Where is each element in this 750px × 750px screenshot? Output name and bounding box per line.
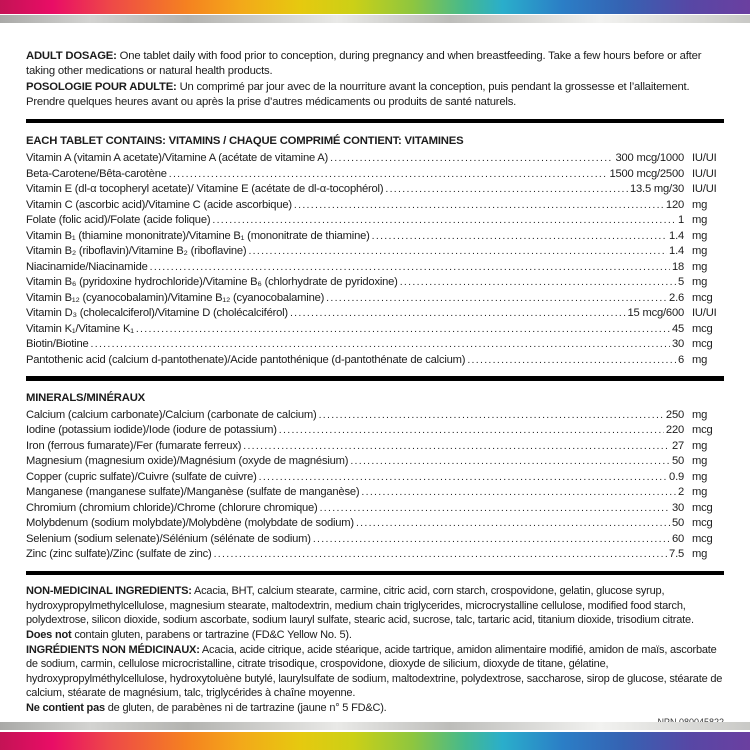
ingredient-amount: 250: [665, 408, 684, 421]
dotted-leader: [350, 454, 670, 470]
adult-dosage-en-text: One tablet daily with food prior to conception, during pregnancy and when breastfeeding. Take a few hours before or after taking other medications or natural health products.: [26, 50, 702, 78]
ingredient-amount: 15 mcg/600: [627, 307, 684, 320]
ingredient-row: [26, 322, 724, 338]
ingredient-name: Vitamin B₂ (riboflavin)/Vitamine B₂ (riboflavine): [26, 245, 247, 258]
ingredient-amount: 1.4: [669, 245, 684, 258]
ingredient-amount: 7.5: [669, 548, 684, 561]
ingredient-unit: mg: [692, 455, 708, 468]
top-rainbow-bar: [0, 0, 750, 14]
ingredient-unit: IU/UI: [692, 307, 717, 320]
ingredient-row: [26, 167, 724, 183]
gluten-free-en-label: Does not: [26, 628, 72, 641]
adult-dosage-fr: [26, 80, 724, 111]
ingredient-unit: IU/UI: [692, 167, 717, 180]
ingredient-amount: 2.6: [669, 291, 684, 304]
non-medicinal-en-label: NON-MEDICINAL INGREDIENTS:: [26, 585, 192, 598]
ingredient-amount: 0.9: [669, 470, 684, 483]
ingredient-name: Vitamin B₁ (thiamine mononitrate)/Vitamine B₁ (mononitrate de thiamine): [26, 229, 370, 242]
gluten-free-fr: [26, 701, 724, 716]
ingredient-row: [26, 547, 724, 563]
ingredient-amount: 220: [665, 424, 684, 437]
dosage-section: [26, 49, 724, 111]
non-medicinal-en-text: Acacia, BHT, calcium stearate, carmine, citric acid, corn starch, crospovidone, gelatin, glucose syrup, hydroxypropylmethylcellulose, magnesium stearate, maltodextrin, medium chain triglycerides, microcrystalline cellulose, modified food starch, polydextrose, silicon dioxide, sodium ascorbate, sodium lauryl sulfate, stearic acid, sucrose, talc, tartaric acid, titanium dioxide, trisodium citrate.: [26, 585, 694, 627]
dotted-leader: [290, 306, 626, 322]
gluten-free-en: [26, 628, 724, 643]
ingredient-name: Selenium (sodium selenate)/Sélénium (sélénate de sodium): [26, 532, 311, 545]
non-medicinal-en: [26, 584, 724, 628]
dotted-leader: [313, 532, 670, 548]
dotted-leader: [259, 470, 667, 486]
bottom-silver-bar: [0, 722, 750, 730]
gluten-free-en-text: contain gluten, parabens or tartrazine (FD&C Yellow No. 5).: [74, 628, 352, 641]
dotted-leader: [150, 260, 670, 276]
ingredient-row: [26, 485, 724, 501]
dotted-leader: [361, 485, 676, 501]
ingredient-unit: mcg: [692, 424, 713, 437]
ingredient-amount: 30: [671, 501, 684, 514]
ingredient-row: [26, 454, 724, 470]
ingredient-amount: 50: [671, 517, 684, 530]
ingredient-name: Molybdenum (sodium molybdate)/Molybdène (molybdate de sodium): [26, 517, 354, 530]
ingredient-name: Copper (cupric sulfate)/Cuivre (sulfate de cuivre): [26, 470, 257, 483]
ingredient-name: Vitamin E (dl-α tocopheryl acetate)/ Vitamine E (acétate de dl-α-tocophérol): [26, 183, 384, 196]
ingredient-amount: 5: [677, 276, 684, 289]
dotted-leader: [243, 439, 670, 455]
ingredient-row: [26, 470, 724, 486]
vitamins-table: [26, 151, 724, 368]
ingredient-amount: 120: [665, 198, 684, 211]
ingredient-amount: 13.5 mg/30: [630, 183, 684, 196]
ingredient-unit: mg: [692, 214, 708, 227]
minerals-header: MINERALS/MINÉRAUX: [26, 391, 145, 404]
ingredient-name: Folate (folic acid)/Folate (acide folique): [26, 214, 211, 227]
ingredient-amount: 1.4: [669, 229, 684, 242]
ingredient-row: [26, 353, 724, 369]
ingredient-name: Magnesium (magnesium oxide)/Magnésium (oxyde de magnésium): [26, 455, 349, 468]
ingredient-amount: 60: [671, 532, 684, 545]
ingredient-row: [26, 423, 724, 439]
label-content: [26, 49, 724, 727]
ingredient-unit: IU/UI: [692, 152, 717, 165]
ingredient-row: [26, 198, 724, 214]
dotted-leader: [136, 322, 670, 338]
dotted-leader: [356, 516, 670, 532]
ingredient-unit: mcg: [692, 501, 713, 514]
ingredient-name: Calcium (calcium carbonate)/Calcium (carbonate de calcium): [26, 408, 317, 421]
ingredient-row: [26, 213, 724, 229]
non-medicinal-fr: [26, 643, 724, 701]
ingredient-unit: mg: [692, 276, 708, 289]
ingredient-row: [26, 501, 724, 517]
ingredient-name: Pantothenic acid (calcium d-pantothenate)/Acide pantothénique (d-pantothénate de calcium): [26, 353, 466, 366]
adult-dosage-en-label: ADULT DOSAGE:: [26, 50, 117, 62]
ingredient-amount: 27: [671, 439, 684, 452]
ingredient-unit: mg: [692, 439, 708, 452]
ingredient-name: Vitamin K₁/Vitamine K₁: [26, 322, 134, 335]
ingredient-unit: mg: [692, 260, 708, 273]
dotted-leader: [169, 167, 608, 183]
dotted-leader: [248, 244, 667, 260]
ingredient-unit: mcg: [692, 338, 713, 351]
ingredient-name: Vitamin D₃ (cholecalciferol)/Vitamine D (cholécalciférol): [26, 307, 288, 320]
dotted-leader: [212, 213, 676, 229]
ingredient-name: Beta-Carotene/Bêta-carotène: [26, 167, 167, 180]
ingredient-unit: mg: [692, 486, 708, 499]
dotted-leader: [214, 547, 667, 563]
dotted-leader: [385, 182, 628, 198]
ingredient-row: [26, 516, 724, 532]
ingredient-name: Manganese (manganese sulfate)/Manganèse (sulfate de manganèse): [26, 486, 360, 499]
ingredient-amount: 18: [671, 260, 684, 273]
section-rule-1: [26, 119, 724, 124]
dotted-leader: [319, 408, 664, 424]
ingredient-row: [26, 275, 724, 291]
adult-dosage-fr-label: POSOLOGIE POUR ADULTE:: [26, 80, 177, 93]
ingredient-unit: mcg: [692, 322, 713, 335]
ingredient-unit: mcg: [692, 532, 713, 545]
ingredient-row: [26, 408, 724, 424]
ingredient-unit: mcg: [692, 291, 713, 304]
ingredient-row: [26, 439, 724, 455]
bottom-rainbow-bar: [0, 732, 750, 750]
ingredient-name: Iodine (potassium iodide)/Iode (iodure de potassium): [26, 424, 277, 437]
section-rule-3: [26, 571, 724, 576]
ingredient-row: [26, 151, 724, 167]
ingredient-unit: mg: [692, 198, 708, 211]
vitamins-header: EACH TABLET CONTAINS: VITAMINS / CHAQUE COMPRIMÉ CONTIENT: VITAMINES: [26, 135, 464, 148]
adult-dosage-en: [26, 49, 724, 80]
ingredient-unit: IU/UI: [692, 183, 717, 196]
ingredient-unit: mg: [692, 548, 708, 561]
non-medicinal-fr-text: Acacia, acide citrique, acide stéarique, acide tartrique, amidon alimentaire modifié, amidon de maïs, ascorbate de sodium, carmin, cellulose microcristalline, citrate trisodique, crospovidone, dioxyde de silicium, dioxyde de titane, gélatine, hydroxypropylméthylcellulose, hydroxytoluène butylé, laurylsulfate de sodium, maltodextrine, polydextrose, saccharose, sirop de glucose, stéarate de calcium, stéarate de magnésium, talc, triglycérides à chaîne moyenne.: [26, 643, 723, 700]
ingredient-name: Niacinamide/Niacinamide: [26, 260, 148, 273]
dotted-leader: [326, 291, 667, 307]
ingredient-name: Vitamin C (ascorbic acid)/Vitamine C (acide ascorbique): [26, 198, 292, 211]
gluten-free-fr-label: Ne contient pas: [26, 701, 105, 714]
dotted-leader: [294, 198, 664, 214]
ingredient-row: [26, 229, 724, 245]
ingredient-amount: 30: [671, 338, 684, 351]
ingredient-unit: mg: [692, 245, 708, 258]
non-medicinal-section: [26, 584, 724, 715]
dotted-leader: [320, 501, 670, 517]
ingredient-amount: 2: [677, 486, 684, 499]
ingredient-row: [26, 337, 724, 353]
ingredient-name: Vitamin B₆ (pyridoxine hydrochloride)/Vitamine B₆ (chlorhydrate de pyridoxine): [26, 276, 398, 289]
dotted-leader: [400, 275, 676, 291]
ingredient-row: [26, 306, 724, 322]
gluten-free-fr-text: de gluten, de parabènes ni de tartrazine (jaune n° 5 FD&C).: [107, 701, 387, 714]
dotted-leader: [372, 229, 667, 245]
ingredient-amount: 1: [677, 214, 684, 227]
ingredient-row: [26, 244, 724, 260]
ingredient-row: [26, 260, 724, 276]
ingredient-row: [26, 182, 724, 198]
ingredient-name: Vitamin B₁₂ (cyanocobalamin)/Vitamine B₁₂ (cyanocobalamine): [26, 291, 325, 304]
minerals-table: [26, 408, 724, 563]
non-medicinal-fr-label: INGRÉDIENTS NON MÉDICINAUX:: [26, 643, 200, 656]
ingredient-unit: mg: [692, 408, 708, 421]
ingredient-unit: mg: [692, 229, 708, 242]
dotted-leader: [467, 353, 676, 369]
ingredient-name: Vitamin A (vitamin A acetate)/Vitamine A (acétate de vitamine A): [26, 152, 329, 165]
ingredient-unit: mg: [692, 353, 708, 366]
ingredient-amount: 50: [671, 455, 684, 468]
ingredient-unit: mg: [692, 470, 708, 483]
dotted-leader: [330, 151, 613, 167]
ingredient-unit: mcg: [692, 517, 713, 530]
ingredient-name: Zinc (zinc sulfate)/Zinc (sulfate de zinc): [26, 548, 212, 561]
section-rule-2: [26, 376, 724, 381]
ingredient-name: Biotin/Biotine: [26, 338, 89, 351]
adult-dosage-fr-text: Un comprimé par jour avec de la nourriture avant la conception, puis pendant la grossesse et l’allaitement. Prendre quelques heures avant ou après la prise d’autres médicaments ou produits de santé naturels.: [26, 80, 690, 109]
ingredient-amount: 6: [677, 353, 684, 366]
ingredient-name: Chromium (chromium chloride)/Chrome (chlorure chromique): [26, 501, 318, 514]
dotted-leader: [279, 423, 664, 439]
top-silver-bar: [0, 15, 750, 23]
dotted-leader: [91, 337, 670, 353]
ingredient-amount: 300 mcg/1000: [615, 152, 684, 165]
ingredient-row: [26, 532, 724, 548]
ingredient-name: Iron (ferrous fumarate)/Fer (fumarate ferreux): [26, 439, 242, 452]
ingredient-amount: 45: [671, 322, 684, 335]
ingredient-amount: 1500 mcg/2500: [609, 167, 684, 180]
ingredient-row: [26, 291, 724, 307]
